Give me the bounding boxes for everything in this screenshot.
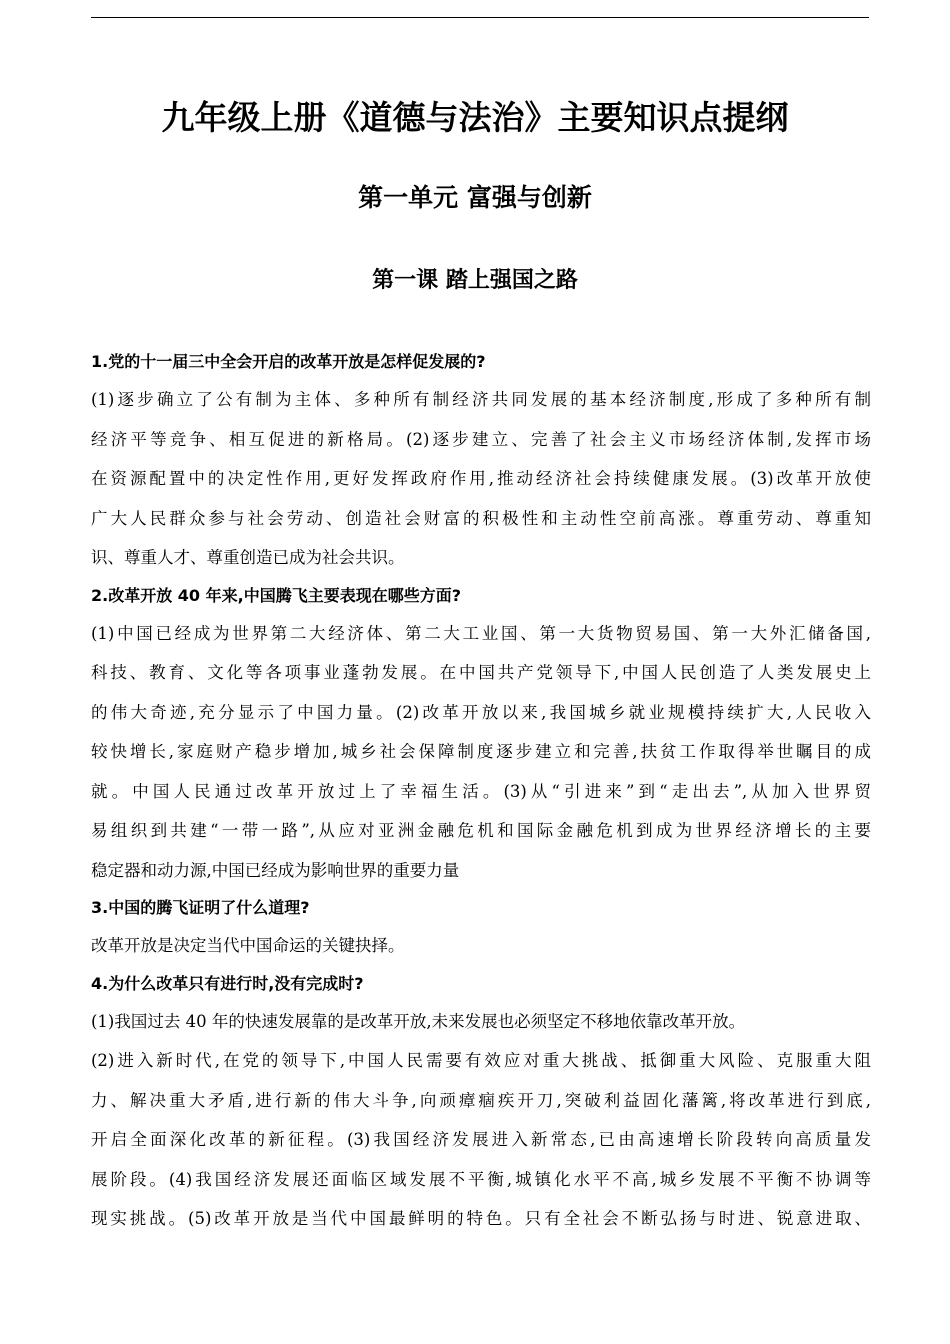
qa-section bbox=[91, 890, 871, 966]
qa-section bbox=[91, 344, 871, 578]
question-heading: 1.党的十一届三中全会开启的改革开放是怎样促发展的? bbox=[91, 352, 486, 371]
document-title: 九年级上册《道德与法治》主要知识点提纲 bbox=[161, 98, 789, 137]
answer-line: (1)逐步确立了公有制为主体、多种所有制经济共同发展的基本经济制度,形成了多种所有制 bbox=[91, 390, 871, 409]
answer-line: 就。中国人民通过改革开放过上了幸福生活。(3)从“引进来”到“走出去”,从加入世界贸 bbox=[91, 781, 871, 801]
question-heading: 2.改革开放 40 年来,中国腾飞主要表现在哪些方面? bbox=[91, 585, 461, 605]
header-rule bbox=[91, 17, 869, 18]
document-body bbox=[91, 344, 871, 1239]
answer-line: 改革开放是决定当代中国命运的关键抉择。 bbox=[91, 936, 405, 955]
qa-section bbox=[91, 966, 871, 1239]
qa-section bbox=[91, 578, 871, 891]
answer-line: 经济平等竞争、相互促进的新格局。(2)逐步建立、完善了社会主义市场经济体制,发挥市场 bbox=[91, 429, 871, 449]
answer-line: 开启全面深化改革的新征程。(3)我国经济发展进入新常态,已由高速增长阶段转向高质量发 bbox=[91, 1130, 871, 1149]
answer-line: 广大人民群众参与社会劳动、创造社会财富的积极性和主动性空前高涨。尊重劳动、尊重知 bbox=[91, 508, 871, 528]
answer-line: (2)进入新时代,在党的领导下,中国人民需要有效应对重大挑战、抵御重大风险、克服重大阻 bbox=[91, 1051, 871, 1070]
answer-line: 识、尊重人才、尊重创造已成为社会共识。 bbox=[91, 548, 405, 567]
answer-line: 在资源配置中的决定性作用,更好发挥政府作用,推动经济社会持续健康发展。(3)改革开放使 bbox=[91, 469, 871, 488]
answer-line: 较快增长,家庭财产稳步增加,城乡社会保障制度逐步建立和完善,扶贫工作取得举世瞩目的成 bbox=[91, 742, 871, 761]
answer-line: 易组织到共建“一带一路”,从应对亚洲金融危机和国际金融危机到成为世界经济增长的主要 bbox=[91, 821, 871, 840]
answer-line: (1)我国过去 40 年的快速发展靠的是改革开放,未来发展也必须坚定不移地依靠改革开放。 bbox=[91, 1011, 746, 1031]
lesson-heading: 第一课 踏上强国之路 bbox=[372, 267, 578, 293]
answer-line: (1)中国已经成为世界第二大经济体、第二大工业国、第一大货物贸易国、第一大外汇储备国, bbox=[91, 623, 871, 643]
question-heading: 3.中国的腾飞证明了什么道理? bbox=[91, 898, 310, 917]
answer-line: 的伟大奇迹,充分显示了中国力量。(2)改革开放以来,我国城乡就业规模持续扩大,人民收入 bbox=[91, 702, 871, 722]
answer-line: 现实挑战。(5)改革开放是当代中国最鲜明的特色。只有全社会不断弘扬与时进、锐意进取、 bbox=[91, 1209, 871, 1228]
question-heading: 4.为什么改革只有进行时,没有完成时? bbox=[91, 973, 364, 993]
answer-line: 科技、教育、文化等各项事业蓬勃发展。在中国共产党领导下,中国人民创造了人类发展史上 bbox=[91, 663, 871, 682]
answer-line: 力、解决重大矛盾,进行新的伟大斗争,向顽瘴痼疾开刀,突破利益固化藩篱,将改革进行到底, bbox=[91, 1090, 871, 1110]
answer-line: 稳定器和动力源,中国已经成为影响世界的重要力量 bbox=[91, 860, 460, 880]
answer-line: 展阶段。(4)我国经济发展还面临区域发展不平衡,城镇化水平不高,城乡发展不平衡不协调等 bbox=[91, 1169, 871, 1189]
unit-heading: 第一单元 富强与创新 bbox=[358, 183, 592, 212]
